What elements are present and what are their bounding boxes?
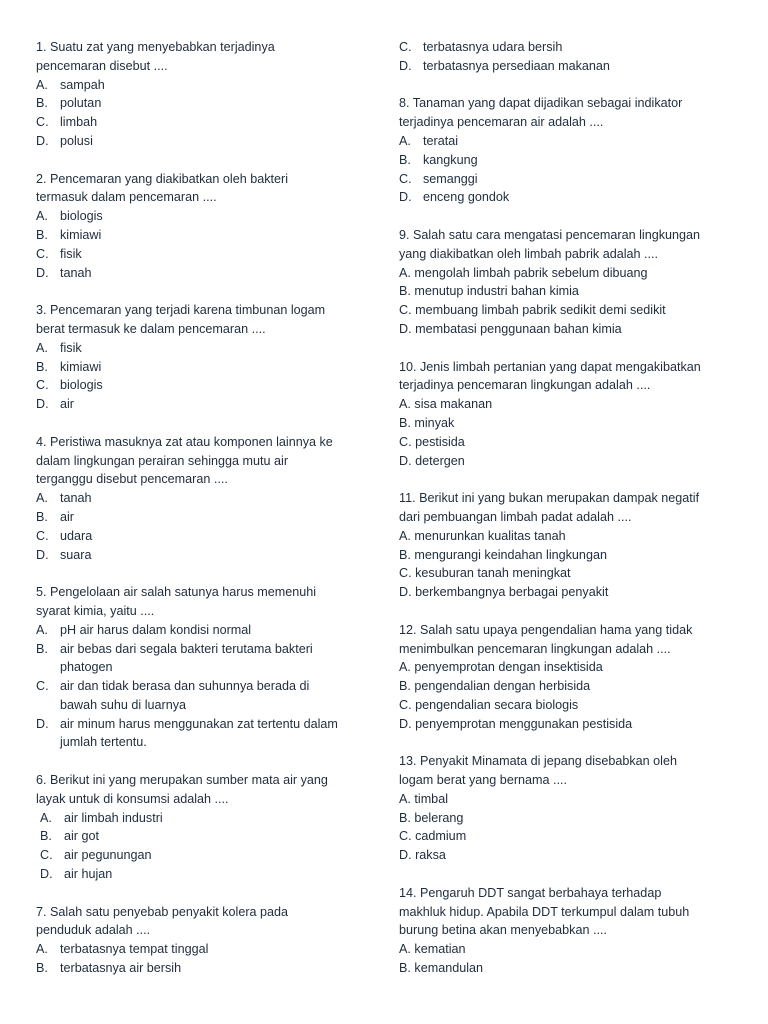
option-d: D. terbatasnya persediaan makanan bbox=[399, 58, 610, 73]
option-d: D. polusi bbox=[36, 133, 93, 148]
option-c: C. kesuburan tanah meningkat bbox=[399, 566, 571, 581]
question-10 bbox=[399, 358, 739, 471]
option-b: B. air got bbox=[40, 829, 100, 844]
question-stem: 2. Pencemaran yang diakibatkan oleh bakteri bbox=[36, 171, 289, 186]
option-c: C. limbah bbox=[36, 115, 98, 130]
option-d: D. membatasi penggunaan bahan kimia bbox=[399, 321, 622, 336]
option-c: C. membuang limbah pabrik sedikit demi sedikit bbox=[399, 303, 666, 318]
question-stem: 8. Tanaman yang dapat dijadikan sebagai indikator bbox=[399, 96, 683, 111]
question-stem: 10. Jenis limbah pertanian yang dapat mengakibatkan bbox=[399, 359, 701, 374]
question-6 bbox=[36, 771, 376, 884]
option-d: D. penyemprotan menggunakan pestisida bbox=[399, 716, 633, 731]
option-b: B. kangkung bbox=[399, 152, 478, 167]
option-b: B. air bebas dari segala bakteri terutama bakteri bbox=[36, 641, 313, 656]
option-a: A. kematian bbox=[399, 942, 466, 957]
question-stem: menimbulkan pencemaran lingkungan adalah .... bbox=[399, 641, 671, 656]
option-a: A. fisik bbox=[36, 340, 82, 355]
question-stem: 11. Berikut ini yang bukan merupakan dampak negatif bbox=[399, 491, 700, 506]
option-a: A. tanah bbox=[36, 491, 92, 506]
option-a: A. timbal bbox=[399, 791, 448, 806]
option-d: D. enceng gondok bbox=[399, 190, 510, 205]
option-c: C. cadmium bbox=[399, 829, 467, 844]
question-stem: 1. Suatu zat yang menyebabkan terjadinya bbox=[36, 40, 275, 54]
question-5 bbox=[36, 583, 376, 752]
option-a: A. sampah bbox=[36, 77, 105, 92]
option-b: B. kemandulan bbox=[399, 961, 484, 976]
question-1 bbox=[36, 38, 376, 151]
option-d-continued: jumlah tertentu. bbox=[60, 735, 147, 750]
left-column bbox=[36, 38, 376, 978]
question-stem: 6. Berikut ini yang merupakan sumber mata air yang bbox=[36, 773, 328, 788]
question-12 bbox=[399, 621, 739, 734]
question-stem: logam berat yang bernama .... bbox=[399, 773, 568, 788]
option-d: D. air hujan bbox=[40, 867, 113, 882]
question-stem: 4. Peristiwa masuknya zat atau komponen lainnya ke bbox=[36, 434, 333, 449]
option-a: A. mengolah limbah pabrik sebelum dibuang bbox=[399, 265, 648, 280]
question-stem: pencemaran disebut .... bbox=[36, 58, 168, 73]
option-b: B. terbatasnya air bersih bbox=[36, 961, 182, 976]
question-9 bbox=[399, 226, 739, 339]
question-stem: 12. Salah satu upaya pengendalian hama yang tidak bbox=[399, 622, 693, 637]
option-a: A. air limbah industri bbox=[40, 810, 163, 825]
option-a: A. teratai bbox=[399, 133, 459, 148]
question-stem: makhluk hidup. Apabila DDT terkumpul dalam tubuh bbox=[399, 904, 690, 919]
question-stem: berat termasuk ke dalam pencemaran .... bbox=[36, 321, 266, 336]
option-b: B. kimiawi bbox=[36, 227, 102, 242]
option-d: D. berkembangnya berbagai penyakit bbox=[399, 585, 609, 600]
question-13 bbox=[399, 752, 739, 865]
question-7 bbox=[36, 903, 376, 978]
question-stem: 3. Pencemaran yang terjadi karena timbunan logam bbox=[36, 303, 326, 318]
option-d: D. air minum harus menggunakan zat tertentu dalam bbox=[36, 716, 338, 731]
option-b: B. polutan bbox=[36, 96, 102, 111]
option-b: B. mengurangi keindahan lingkungan bbox=[399, 547, 607, 562]
question-stem: syarat kimia, yaitu .... bbox=[36, 603, 155, 618]
option-c: C. fisik bbox=[36, 246, 82, 261]
question-3 bbox=[36, 301, 376, 414]
question-stem: dalam lingkungan perairan sehingga mutu air bbox=[36, 453, 289, 468]
option-b: B. pengendalian dengan herbisida bbox=[399, 679, 591, 694]
question-stem: 14. Pengaruh DDT sangat berbahaya terhadap bbox=[399, 885, 662, 900]
option-a: A. penyemprotan dengan insektisida bbox=[399, 660, 603, 675]
option-b: B. minyak bbox=[399, 415, 455, 430]
question-14 bbox=[399, 884, 739, 978]
question-2 bbox=[36, 170, 376, 283]
option-c: C. air pegunungan bbox=[40, 848, 152, 863]
question-stem: 9. Salah satu cara mengatasi pencemaran lingkungan bbox=[399, 227, 701, 242]
option-d: D. air bbox=[36, 397, 74, 412]
right-column bbox=[399, 38, 739, 978]
question-stem: 7. Salah satu penyebab penyakit kolera pada bbox=[36, 904, 289, 919]
option-b-continued: phatogen bbox=[60, 660, 113, 675]
option-b: B. kimiawi bbox=[36, 359, 102, 374]
option-d: D. detergen bbox=[399, 453, 465, 468]
question-stem: terjadinya pencemaran air adalah .... bbox=[399, 115, 604, 130]
question-stem: dari pembuangan limbah padat adalah .... bbox=[399, 509, 632, 524]
option-c: C. semanggi bbox=[399, 171, 478, 186]
question-7-continued bbox=[399, 38, 739, 76]
option-b: B. menutup industri bahan kimia bbox=[399, 284, 579, 299]
question-4 bbox=[36, 433, 376, 565]
question-stem: 13. Penyakit Minamata di jepang disebabkan oleh bbox=[399, 754, 677, 769]
option-d: D. raksa bbox=[399, 848, 446, 863]
question-stem: 5. Pengelolaan air salah satunya harus memenuhi bbox=[36, 585, 317, 600]
option-a: A. terbatasnya tempat tinggal bbox=[36, 942, 209, 957]
option-d: D. tanah bbox=[36, 265, 92, 280]
question-stem: yang diakibatkan oleh limbah pabrik adalah .... bbox=[399, 246, 659, 261]
question-11 bbox=[399, 489, 739, 602]
option-a: A. biologis bbox=[36, 209, 103, 224]
option-c: C. udara bbox=[36, 528, 93, 543]
option-c: C. terbatasnya udara bersih bbox=[399, 40, 563, 54]
option-a: A. menurunkan kualitas tanah bbox=[399, 528, 566, 543]
question-stem: layak untuk di konsumsi adalah .... bbox=[36, 791, 229, 806]
option-a: A. pH air harus dalam kondisi normal bbox=[36, 622, 252, 637]
option-d: D. suara bbox=[36, 547, 92, 562]
option-c: C. biologis bbox=[36, 378, 103, 393]
option-c: C. pengendalian secara biologis bbox=[399, 697, 579, 712]
option-c-continued: bawah suhu di luarnya bbox=[60, 697, 187, 712]
question-stem: burung betina akan menyebabkan .... bbox=[399, 923, 607, 938]
option-c: C. air dan tidak berasa dan suhunnya berada di bbox=[36, 679, 310, 694]
question-8 bbox=[399, 94, 739, 207]
question-stem: terjadinya pencemaran lingkungan adalah .... bbox=[399, 378, 651, 393]
question-stem: terganggu disebut pencemaran .... bbox=[36, 472, 228, 487]
option-b: B. air bbox=[36, 509, 74, 524]
option-c: C. pestisida bbox=[399, 434, 465, 449]
question-stem: penduduk adalah .... bbox=[36, 923, 151, 938]
question-stem: termasuk dalam pencemaran .... bbox=[36, 190, 217, 205]
option-a: A. sisa makanan bbox=[399, 397, 493, 412]
option-b: B. belerang bbox=[399, 810, 464, 825]
